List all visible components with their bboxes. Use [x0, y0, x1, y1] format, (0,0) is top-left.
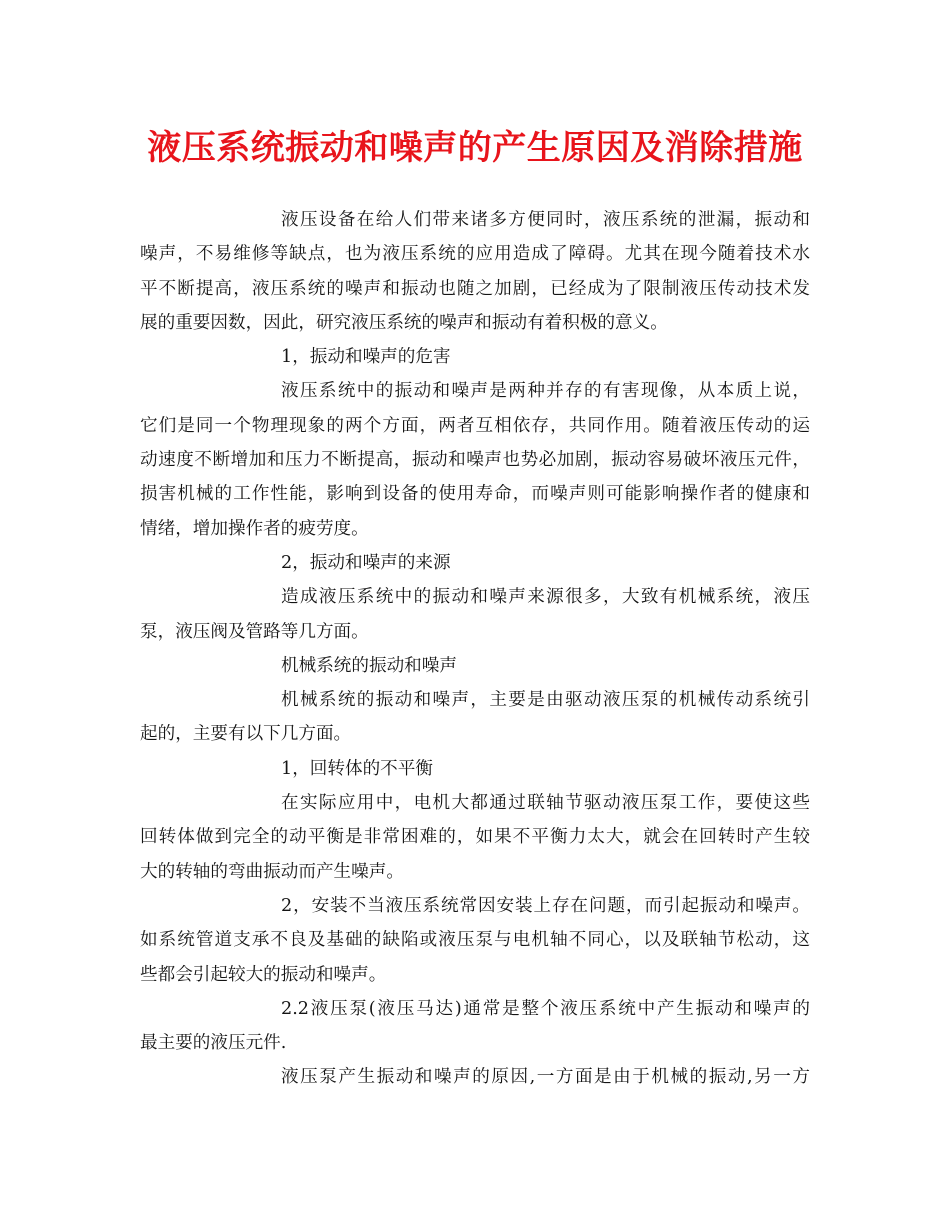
text-line: 回转体做到完全的动平衡是非常困难的，如果不平衡力太大，就会在回转时产生较 [140, 827, 810, 848]
text-line: 平不断提高，液压系统的噪声和振动也随之加剧，已经成为了限制液压传动技术发 [140, 278, 810, 299]
section-heading: 1，回转体的不平衡 [281, 758, 433, 779]
document-title: 液压系统振动和噪声的产生原因及消除措施 [147, 128, 803, 168]
text-line: 损害机械的工作性能，影响到设备的使用寿命，而噪声则可能影响操作者的健康和 [140, 484, 810, 505]
text-line: 泵，液压阀及管路等几方面。 [140, 621, 369, 642]
text-line: 2，安装不当液压系统常因安装上存在问题，而引起振动和噪声。 [281, 895, 810, 916]
text-line: 它们是同一个物理现象的两个方面，两者互相依存，共同作用。随着液压传动的运 [140, 415, 810, 436]
text-line: 液压泵产生振动和噪声的原因,一方面是由于机械的振动,另一方 [281, 1067, 810, 1088]
text-line: 情绪，增加操作者的疲劳度。 [140, 518, 369, 539]
text-line: 展的重要因数，因此，研究液压系统的噪声和振动有着积极的意义。 [140, 312, 668, 333]
text-line: 在实际应用中，电机大都通过联轴节驱动液压泵工作，要使这些 [281, 793, 810, 814]
document-body [140, 203, 810, 1095]
text-line: 大的转轴的弯曲振动而产生噪声。 [140, 861, 404, 882]
text-line: 机械系统的振动和噪声，主要是由驱动液压泵的机械传动系统引 [281, 690, 810, 711]
text-line: 造成液压系统中的振动和噪声来源很多，大致有机械系统，液压 [281, 587, 810, 608]
text-line: 起的，主要有以下几方面。 [140, 724, 352, 745]
text-line: 最主要的液压元件. [140, 1033, 287, 1054]
text-line: 些都会引起较大的振动和噪声。 [140, 964, 387, 985]
section-heading: 1，振动和噪声的危害 [281, 347, 451, 368]
section-heading: 机械系统的振动和噪声 [281, 655, 457, 676]
section-heading: 2，振动和噪声的来源 [281, 552, 451, 573]
text-line: 如系统管道支承不良及基础的缺陷或液压泵与电机轴不同心，以及联轴节松动，这 [140, 930, 810, 951]
text-line: 动速度不断增加和压力不断提高，振动和噪声也势必加剧，振动容易破坏液压元件， [140, 450, 810, 471]
text-line: 噪声，不易维修等缺点，也为液压系统的应用造成了障碍。尤其在现今随着技术水 [140, 244, 810, 265]
text-line: 液压设备在给人们带来诸多方便同时，液压系统的泄漏，振动和 [281, 210, 810, 230]
text-line: 液压系统中的振动和噪声是两种并存的有害现像，从本质上说， [281, 381, 810, 402]
text-line: 2.2液压泵(液压马达)通常是整个液压系统中产生振动和噪声的 [281, 998, 810, 1019]
